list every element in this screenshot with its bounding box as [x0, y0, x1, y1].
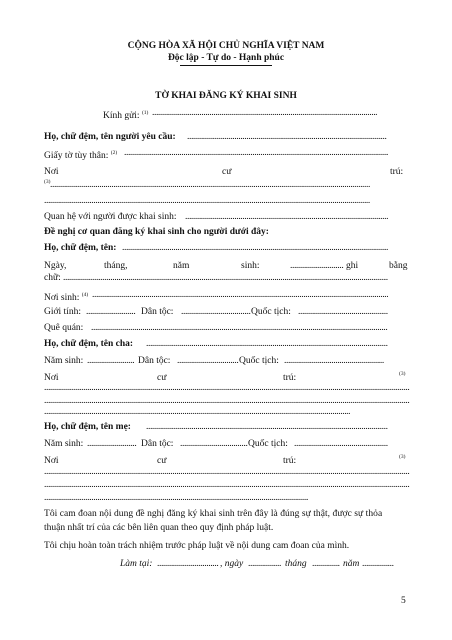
mother-residence-note: (3): [399, 454, 406, 460]
mother-name-label: Họ, chữ đệm, tên mẹ:: [44, 422, 131, 432]
father-residence-w1: Nơi: [44, 373, 59, 383]
signing-year-field[interactable]: [362, 558, 394, 570]
mother-ethnicity-label: Dân tộc:: [141, 439, 174, 449]
form-title: TỜ KHAI ĐĂNG KÝ KHAI SINH: [155, 91, 297, 101]
child-dob-words-field[interactable]: [63, 272, 388, 284]
mother-residence-field-3[interactable]: [44, 492, 308, 504]
child-nationality-field[interactable]: [298, 306, 388, 318]
child-hometown-field[interactable]: [91, 322, 388, 334]
motto-underline: [180, 65, 272, 66]
signing-month-field[interactable]: [312, 558, 340, 570]
father-name-field[interactable]: [146, 338, 388, 350]
child-dob-w3: năm: [173, 261, 190, 271]
mother-residence-w2: cư: [157, 456, 167, 466]
child-dob-w6: bằng: [389, 261, 408, 271]
child-dob-w2: tháng,: [104, 261, 128, 271]
child-dob-w5: ghi: [346, 261, 359, 271]
father-residence-w3: trú:: [283, 373, 297, 383]
page-number: 5: [401, 596, 406, 606]
requester-residence-w3: trú:: [390, 167, 404, 177]
requester-residence-w1: Nơi: [44, 167, 59, 177]
father-residence-w2: cư: [157, 373, 167, 383]
signing-place-label: Làm tại:: [120, 559, 153, 569]
mother-residence-w1: Nơi: [44, 456, 59, 466]
child-hometown-label: Quê quán:: [44, 323, 84, 333]
child-gender-field[interactable]: [86, 306, 136, 318]
child-ethnicity-field[interactable]: [181, 306, 251, 318]
signing-month-label: tháng: [285, 559, 307, 569]
father-ethnicity-field[interactable]: [177, 355, 239, 367]
child-ethnicity-label: Dân tộc:: [141, 307, 174, 317]
child-gender-label: Giới tính:: [44, 307, 81, 317]
mother-residence-w3: trú:: [283, 456, 297, 466]
mother-nationality-label: Quốc tịch:: [248, 439, 288, 449]
mother-year-field[interactable]: [87, 438, 137, 450]
requester-relation-field[interactable]: [185, 211, 388, 223]
mother-year-label: Năm sinh:: [44, 439, 84, 449]
father-year-field[interactable]: [87, 355, 134, 367]
requester-residence-field-1[interactable]: [50, 179, 370, 191]
requester-id-field[interactable]: [124, 147, 388, 159]
father-ethnicity-label: Dân tộc:: [138, 356, 171, 366]
recipient-label: Kính gửi: $^{(1)}$: [103, 110, 149, 121]
signing-place-field[interactable]: [157, 558, 219, 570]
mother-ethnicity-field[interactable]: [180, 438, 248, 450]
national-motto: Độc lập - Tự do - Hạnh phúc: [167, 53, 285, 63]
father-residence-field-1[interactable]: [44, 382, 410, 394]
child-birthplace-label: Nơi sinh: $^{(4)}$: [44, 292, 89, 303]
mother-name-field[interactable]: [146, 421, 388, 433]
father-name-label: Họ, chữ đệm, tên cha:: [44, 339, 134, 349]
child-birthplace-field[interactable]: [92, 289, 388, 301]
father-year-label: Năm sinh:: [44, 356, 84, 366]
signing-day-field[interactable]: [248, 558, 281, 570]
mother-nationality-field[interactable]: [294, 438, 388, 450]
father-nationality-field[interactable]: [284, 355, 384, 367]
child-dob-w4: sinh:: [241, 261, 260, 271]
father-residence-field-3[interactable]: [44, 406, 350, 418]
father-residence-note: (3): [399, 371, 406, 377]
commitment-line-2: thuận nhất trí của các bên liên quan theo quy định pháp luật.: [44, 523, 274, 533]
requester-residence-note: (3): [44, 179, 51, 185]
requester-name-field[interactable]: [187, 131, 387, 143]
child-name-label: Họ, chữ đệm, tên:: [44, 243, 117, 253]
commitment-line-1: Tôi cam đoan nội dung đề nghị đăng ký khai sinh trên đây là đúng sự thật, được sự thỏa: [44, 509, 383, 519]
country-name: CỘNG HÒA XÃ HỘI CHỦ NGHĨA VIỆT NAM: [127, 41, 325, 51]
child-name-field[interactable]: [122, 242, 388, 254]
requester-id-label: Giấy tờ tùy thân: $^{(2)}$: [44, 150, 118, 161]
signing-day-label: , ngày: [220, 559, 244, 569]
commitment-line-3: Tôi chịu hoàn toàn trách nhiệm trước pháp luật về nội dung cam đoan của mình.: [44, 541, 350, 551]
mother-residence-field-1[interactable]: [44, 466, 410, 478]
requester-residence-w2: cư: [222, 167, 232, 177]
mother-residence-field-2[interactable]: [44, 479, 410, 491]
requester-name-label: Họ, chữ đệm, tên người yêu cầu:: [44, 132, 176, 142]
child-dob-field[interactable]: [290, 260, 344, 272]
father-nationality-label: Quốc tịch:: [239, 356, 279, 366]
child-nationality-label: Quốc tịch:: [251, 307, 291, 317]
child-dob-w1: Ngày,: [44, 261, 67, 271]
recipient-field[interactable]: [152, 107, 377, 119]
requester-relation-label: Quan hệ với người được khai sinh:: [44, 212, 177, 222]
request-heading: Đề nghị cơ quan đăng ký khai sinh cho người dưới đây:: [44, 227, 269, 237]
child-dob-words-label: chữ:: [44, 273, 61, 283]
requester-residence-field-2[interactable]: [44, 195, 370, 207]
signing-year-label: năm: [343, 559, 360, 569]
